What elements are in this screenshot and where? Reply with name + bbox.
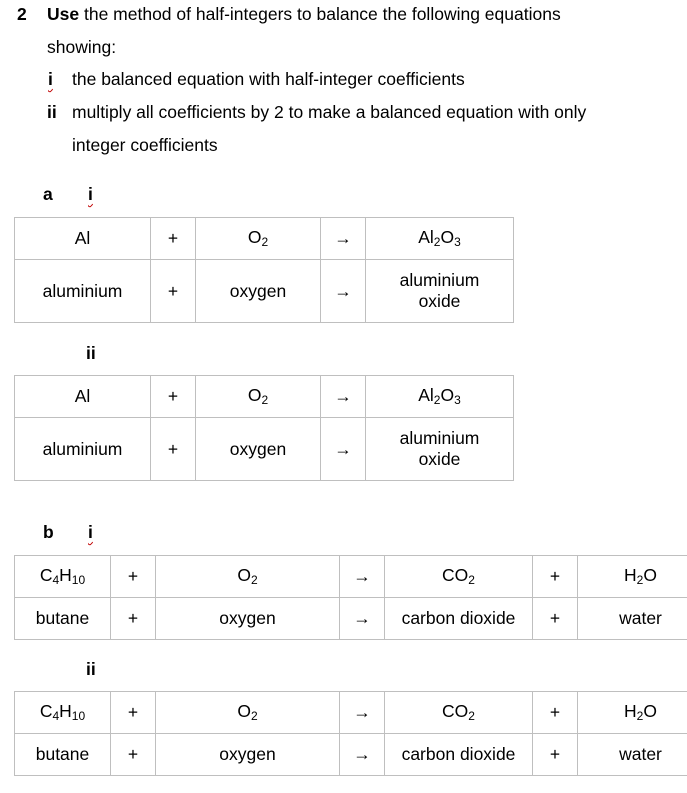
item-i-text: the balanced equation with half-integer coefficients	[72, 69, 465, 89]
reactant2-formula: O2	[196, 218, 321, 260]
part-b-label: b	[43, 522, 54, 542]
product1-name: carbon dioxide	[385, 734, 533, 776]
item-ii-label: ii	[47, 102, 57, 122]
plus-sign: +	[151, 260, 196, 323]
question-number: 2	[17, 4, 27, 24]
reactant1-formula: Al	[15, 376, 151, 418]
reactant2-formula: O2	[156, 692, 340, 734]
product-formula: Al2O3	[366, 218, 514, 260]
product2-name: water	[578, 598, 687, 640]
item-ii-text-line1: multiply all coefficients by 2 to make a balanced equation with only	[72, 102, 587, 122]
reaction-arrow: →	[340, 598, 385, 640]
plus-sign: +	[151, 376, 196, 418]
part-a-ii-table	[14, 375, 514, 481]
reactant2-name: oxygen	[156, 734, 340, 776]
name-row	[15, 260, 514, 323]
reactant1-formula: Al	[15, 218, 151, 260]
formula-row	[15, 376, 514, 418]
product1-formula: CO2	[385, 556, 533, 598]
reaction-arrow: →	[321, 260, 366, 323]
item-ii-text-line2: integer coefficients	[72, 135, 218, 155]
plus-sign: +	[111, 598, 156, 640]
plus-sign: +	[533, 556, 578, 598]
part-b-i-table	[14, 555, 687, 640]
product2-formula: H2O	[578, 692, 687, 734]
product-name: aluminium oxide	[366, 260, 514, 323]
name-row	[15, 598, 687, 640]
formula-row	[15, 692, 687, 734]
intro-rest: the method of half-integers to balance the following equations	[83, 4, 561, 24]
plus-sign: +	[111, 556, 156, 598]
reaction-arrow: →	[321, 218, 366, 260]
reactant2-formula: O2	[196, 376, 321, 418]
part-b-ii-table	[14, 691, 687, 776]
name-row	[15, 418, 514, 481]
reactant2-formula: O2	[156, 556, 340, 598]
part-b-sub-i: i	[88, 522, 93, 542]
part-a-i-table	[14, 217, 514, 323]
reactant1-name: aluminium	[15, 260, 151, 323]
product2-name: water	[578, 734, 687, 776]
plus-sign: +	[151, 418, 196, 481]
product-formula: Al2O3	[366, 376, 514, 418]
question-intro	[47, 4, 561, 25]
product1-formula: CO2	[385, 692, 533, 734]
part-a-sub-ii: ii	[86, 343, 96, 363]
plus-sign: +	[533, 598, 578, 640]
product2-formula: H2O	[578, 556, 687, 598]
product1-name: carbon dioxide	[385, 598, 533, 640]
plus-sign: +	[151, 218, 196, 260]
item-i-label: i	[48, 69, 53, 89]
reactant1-name: aluminium	[15, 418, 151, 481]
plus-sign: +	[533, 692, 578, 734]
reaction-arrow: →	[340, 692, 385, 734]
formula-row	[15, 556, 687, 598]
reactant1-formula: C4H10	[15, 556, 111, 598]
reactant1-formula: C4H10	[15, 692, 111, 734]
intro-line2: showing:	[47, 37, 117, 57]
part-a-sub-i: i	[88, 184, 93, 204]
reactant1-name: butane	[15, 598, 111, 640]
intro-bold: Use	[47, 4, 80, 24]
reactant2-name: oxygen	[156, 598, 340, 640]
formula-row	[15, 218, 514, 260]
plus-sign: +	[533, 734, 578, 776]
part-a-label: a	[43, 184, 53, 204]
product-name: aluminium oxide	[366, 418, 514, 481]
plus-sign: +	[111, 734, 156, 776]
name-row	[15, 734, 687, 776]
reactant2-name: oxygen	[196, 418, 321, 481]
reactant2-name: oxygen	[196, 260, 321, 323]
reaction-arrow: →	[340, 734, 385, 776]
reaction-arrow: →	[321, 418, 366, 481]
reaction-arrow: →	[321, 376, 366, 418]
plus-sign: +	[111, 692, 156, 734]
reaction-arrow: →	[340, 556, 385, 598]
reactant1-name: butane	[15, 734, 111, 776]
part-b-sub-ii: ii	[86, 659, 96, 679]
